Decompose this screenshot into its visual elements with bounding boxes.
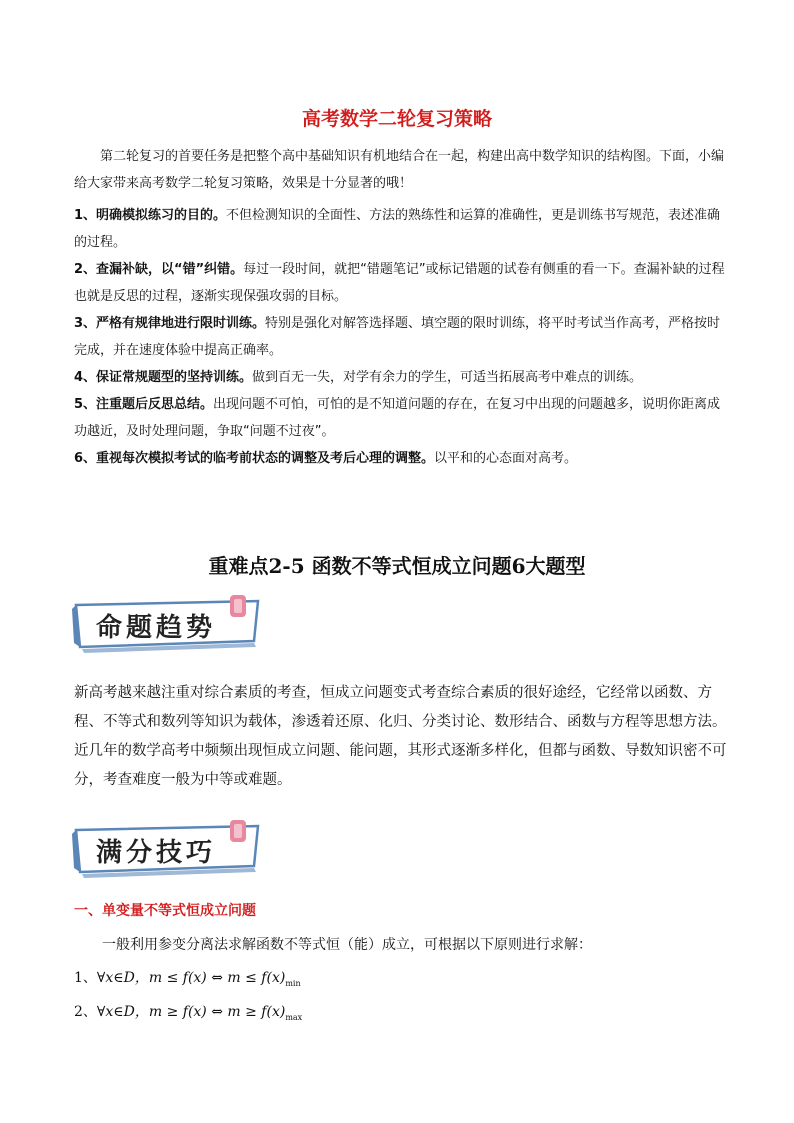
strategy-heading: 6、重视每次模拟考试的临考前状态的调整及考后心理的调整。	[74, 451, 435, 466]
formula-text: ∀x∈D，m ≤ f(x) ⇔ m ≤ f(x)	[96, 970, 286, 986]
strategy-item	[74, 256, 730, 310]
strategy-text: 每过一段时间，就把“错题笔记”或标记错题的试卷有侧重的看一下。查漏补缺的过程也就是反思的过程，逐渐实现保强攻弱的目标。	[74, 262, 725, 304]
strategy-item	[74, 364, 730, 391]
banner-label: 满分技巧	[96, 838, 217, 868]
strategy-heading: 2、查漏补缺，以“错”纠错。	[74, 262, 244, 277]
strategy-item	[74, 202, 730, 256]
strategy-heading: 4、保证常规题型的坚持训练。	[74, 370, 253, 385]
rule-formula	[74, 1001, 302, 1022]
section-heading: 一、单变量不等式恒成立问题	[74, 903, 256, 919]
banner-label: 命题趋势	[96, 613, 217, 643]
strategy-text: 做到百无一失，对学有余力的学生，可适当拓展高考中难点的训练。	[252, 370, 643, 385]
skills-banner	[70, 820, 270, 878]
strategy-text: 特别是强化对解答选择题、填空题的限时训练，将平时考试当作高考，严格按时完成，并在速度体验中提高正确率。	[74, 316, 721, 358]
formula-text: ∀x∈D，m ≥ f(x) ⇔ m ≥ f(x)	[96, 1004, 286, 1020]
intro-paragraph: 第二轮复习的首要任务是把整个高中基础知识有机地结合在一起，构建出高中数学知识的结构图。下面，小编给大家带来高考数学二轮复习策略，效果是十分显著的哦！	[74, 149, 725, 191]
formula-subscript: max	[285, 1012, 303, 1022]
rule-number: 1、	[74, 970, 97, 986]
trend-banner	[70, 595, 270, 653]
strategy-text: 不但检测知识的全面性、方法的熟练性和运算的准确性，更是训练书写规范，表述准确的过程。	[74, 208, 721, 250]
strategy-item	[74, 445, 730, 472]
strategy-item	[74, 310, 730, 364]
rule-formula	[74, 967, 301, 988]
trend-paragraph: 新高考越来越注重对综合素质的考查，恒成立问题变式考查综合素质的很好途经，它经常以函数、方程、不等式和数列等知识为载体，渗透着还原、化归、分类讨论、数形结合、函数与方程等思想方法。近几年的数学高考中频频出现恒成立问题、能问题，其形式逐渐多样化，但都与函数、导数知识密不可分，考查难度一般为中等或难题。	[74, 685, 727, 788]
strategy-item	[74, 391, 730, 445]
strategy-text: 出现问题不可怕，可怕的是不知道问题的存在，在复习中出现的问题越多，说明你距离成功越近，及时处理问题，争取“问题不过夜”。	[74, 397, 721, 439]
formula-subscript: min	[285, 978, 301, 988]
rule-number: 2、	[74, 1004, 97, 1020]
strategy-heading: 5、注重题后反思总结。	[74, 397, 214, 412]
strategy-list	[74, 202, 730, 472]
strategy-heading: 1、明确模拟练习的目的。	[74, 208, 227, 223]
section-intro: 一般利用参变分离法求解函数不等式恒（能）成立，可根据以下原则进行求解：	[102, 937, 592, 953]
strategy-heading: 3、严格有规律地进行限时训练。	[74, 316, 266, 331]
strategy-text: 以平和的心态面对高考。	[434, 451, 578, 466]
page-title: 高考数学二轮复习策略	[301, 108, 492, 130]
main-title: 重难点2-5 函数不等式恒成立问题6大题型	[208, 554, 586, 578]
